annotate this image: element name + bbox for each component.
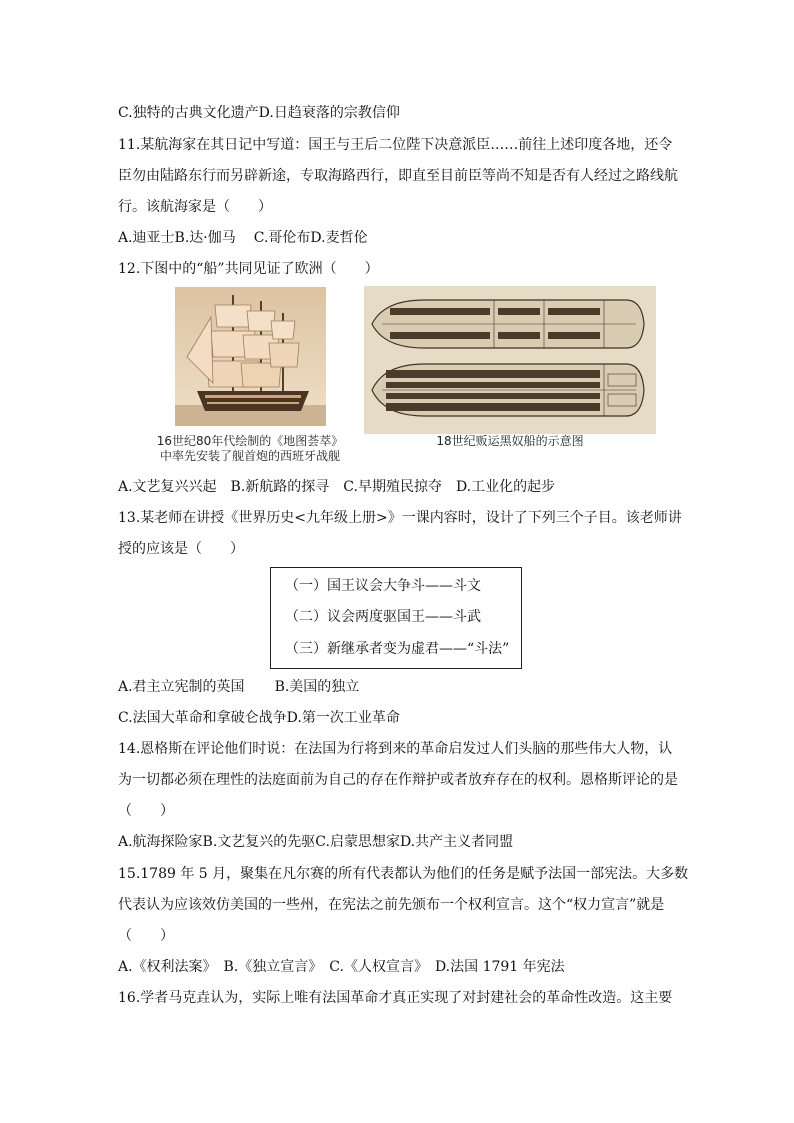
question-14-line-1: 14.恩格斯在评论他们时说：在法国为行将到来的革命启发过人们头脑的那些伟大人物，认: [118, 741, 673, 757]
question-15-line-2: 代表认为应该效仿美国的一些州，在宪法之前先颁布一个权利宣言。这个“权力宣言”就是: [118, 897, 665, 913]
question-11-line-2: 臣勿由陆路东行而另辟新途，专取海路西行，即直至目前臣等尚不知是否有人经过之路线航: [118, 168, 678, 184]
left-image-caption-line-2: 中率先安装了舰首炮的西班牙战舰: [159, 449, 340, 463]
question-16-line-1: 16.学者马克垚认为，实际上唯有法国革命才真正实现了对封建社会的革命性改造。这主要: [118, 990, 673, 1006]
question-15-line-3: （ ）: [118, 928, 174, 944]
question-11-options-ab: A.迪亚士B.达·伽马: [118, 230, 236, 246]
question-15-options: A.《权利法案》 B.《独立宣言》 C.《人权宣言》 D.法国 1791 年宪法: [118, 959, 565, 975]
question-14-line-2: 为一切都必须在理性的法庭面前为自己的存在作辩护或者放弃存在的权利。恩格斯评论的是: [118, 772, 678, 788]
question-11-options-cd: C.哥伦布D.麦哲伦: [253, 230, 368, 246]
question-12-stem: 12.下图中的“船”共同见证了欧洲（ ）: [118, 261, 379, 277]
question-13-option-b: B.美国的独立: [274, 679, 360, 695]
slave-ship-plan-illustration: [364, 286, 656, 434]
right-image-caption: 18世纪贩运黑奴船的示意图: [436, 434, 584, 448]
question-12-options: A.文艺复兴兴起 B.新航路的探寻 C.早期殖民掠夺 D.工业化的起步: [118, 479, 556, 495]
subtopic-3: （三）新继承者变为虚君——“斗法”: [285, 641, 510, 657]
question-13-options-ab: [118, 677, 678, 697]
question-15-line-1: 15.1789 年 5 月，聚集在凡尔赛的所有代表都认为他们的任务是赋予法国一部宪法。大多数: [118, 866, 689, 882]
question-14-options: A.航海探险家B.文艺复兴的先驱C.启蒙思想家D.共产主义者同盟: [118, 834, 514, 850]
spanish-warship-image: [175, 287, 326, 426]
subtopic-1: （一）国王议会大争斗——斗文: [285, 578, 481, 594]
question-14-line-3: （ ）: [118, 803, 174, 819]
question-13-option-a: A.君主立宪制的英国: [118, 679, 245, 695]
question-11-options: [118, 228, 678, 248]
left-image-caption-line-1: 16世纪80年代绘制的《地图荟萃》: [156, 434, 344, 448]
option-line-cd: C.独特的古典文化遗产D.日趋衰落的宗教信仰: [118, 105, 400, 121]
question-13-line-2: 授的应该是（ ）: [118, 541, 244, 557]
question-11-line-3: 行。该航海家是（ ）: [118, 199, 272, 215]
question-13-line-1: 13.某老师在讲授《世界历史<九年级上册>》一课内容时，设计了下列三个子目。该老师讲: [118, 510, 682, 526]
spanish-warship-illustration: [175, 287, 326, 426]
slave-ship-diagram-image: [364, 286, 656, 434]
question-11-line-1: 11.某航海家在其日记中写道：国王与王后二位陛下决意派臣……前往上述印度各地，还令: [118, 137, 673, 153]
question-13-subtopics-box: [270, 567, 522, 669]
subtopic-2: （二）议会两度驱国王——斗武: [285, 609, 481, 625]
question-13-options-cd: C.法国大革命和拿破仑战争D.第一次工业革命: [118, 710, 400, 726]
